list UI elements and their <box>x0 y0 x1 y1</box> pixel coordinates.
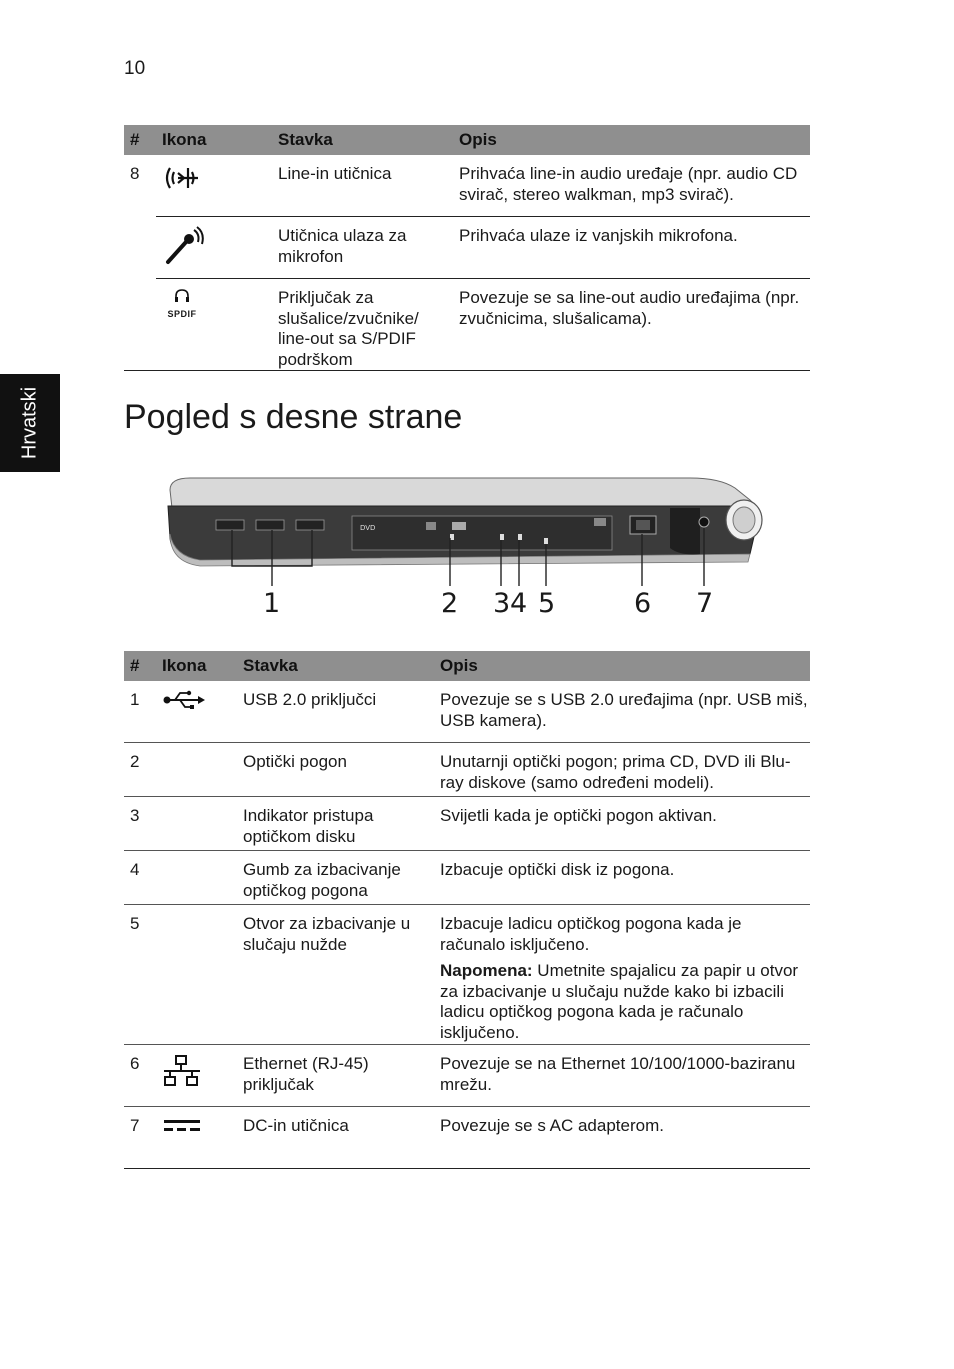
row-icon-cell <box>156 797 237 851</box>
row-icon-cell <box>156 681 237 743</box>
row-desc: Prihvaća ulaze iz vanjskih mikrofona. <box>453 217 810 279</box>
note-label: Napomena: <box>440 961 533 980</box>
headphone-spdif-icon <box>162 288 202 319</box>
svg-text:DVD: DVD <box>360 524 376 532</box>
row-icon-cell <box>156 217 272 279</box>
laptop-right-side-illustration <box>160 468 780 628</box>
row-icon-cell <box>156 155 272 217</box>
row-icon-cell <box>156 743 237 797</box>
table-header-row <box>124 125 810 155</box>
callout-3: 3 <box>493 588 511 619</box>
row-desc: Prihvaća line-in audio uređaje (npr. audio CD svirač, stereo walkman, mp3 svirač). <box>453 155 810 217</box>
section-title: Pogled s desne strane <box>124 398 463 436</box>
row-item: Priključak za slušalice/zvučnike/ line-out sa S/PDIF podrškom <box>278 288 419 369</box>
row-desc: Izbacuje optički disk iz pogona. <box>434 851 810 905</box>
dc-in-icon <box>162 1116 202 1136</box>
table-row <box>124 905 810 1045</box>
page-number: 10 <box>124 58 146 79</box>
row-num: 5 <box>124 905 156 1045</box>
row-item: Line-in utičnica <box>272 155 453 217</box>
table-row <box>124 217 810 279</box>
header-desc: Opis <box>434 651 810 681</box>
header-item: Stavka <box>237 651 434 681</box>
headphone-icon <box>174 289 190 303</box>
row-desc: Unutarnji optički pogon; prima CD, DVD ili Blu-ray diskove (samo određeni modeli). <box>434 743 810 797</box>
header-item: Stavka <box>272 125 453 155</box>
row-desc: Povezuje se sa line-out audio uređajima (npr. zvučnicima, slušalicama). <box>459 288 800 328</box>
row-item: Otvor za izbacivanje u slučaju nužde <box>237 905 434 1045</box>
usb-icon <box>162 690 206 710</box>
right-side-ports-table <box>124 651 810 1169</box>
row-item: Optički pogon <box>237 743 434 797</box>
callout-2: 2 <box>441 588 459 619</box>
table-row <box>124 797 810 851</box>
language-side-tab <box>0 374 60 472</box>
row-desc: Povezuje se s AC adapterom. <box>434 1107 810 1169</box>
row-num: 8 <box>124 155 156 371</box>
row-item: Utičnica ulaza za mikrofon <box>272 217 453 279</box>
row-desc: Povezuje se na Ethernet 10/100/1000-baziranu mrežu. <box>434 1045 810 1107</box>
row-desc-cell <box>434 905 810 1045</box>
callout-1: 1 <box>263 588 281 619</box>
callout-7: 7 <box>696 588 714 619</box>
header-icon: Ikona <box>156 125 272 155</box>
side-tab-label: Hrvatski <box>18 386 41 460</box>
header-num: # <box>124 125 156 155</box>
table-row <box>124 743 810 797</box>
row-num: 4 <box>124 851 156 905</box>
row-desc: Svijetli kada je optički pogon aktivan. <box>434 797 810 851</box>
row-icon-cell <box>156 1107 237 1169</box>
header-desc: Opis <box>453 125 810 155</box>
row-icon-cell <box>156 851 237 905</box>
header-icon: Ikona <box>156 651 237 681</box>
note-text: Umetnite spajalicu za papir u otvor za izbacivanje u slučaju nužde kako bi izbacili ladicu optičkog pogona kada je računalo isključeno. <box>440 961 799 1042</box>
table-row <box>124 279 810 371</box>
row-num: 1 <box>124 681 156 743</box>
row-icon-cell <box>156 1045 237 1107</box>
callout-6: 6 <box>634 588 652 619</box>
row-num: 6 <box>124 1045 156 1107</box>
table-row <box>124 851 810 905</box>
microphone-icon <box>162 226 206 266</box>
row-icon-cell <box>156 279 272 371</box>
line-in-icon <box>162 164 206 192</box>
row-desc: Izbacuje ladicu optičkog pogona kada je računalo isključeno. <box>440 914 742 954</box>
table-header-row <box>124 651 810 681</box>
row-item: USB 2.0 priključci <box>237 681 434 743</box>
table-row <box>124 155 810 217</box>
row-item: Gumb za izbacivanje optičkog pogona <box>237 851 434 905</box>
row-num: 7 <box>124 1107 156 1169</box>
row-desc: Povezuje se s USB 2.0 uređajima (npr. USB miš, USB kamera). <box>434 681 810 743</box>
spdif-icon-label: SPDIF <box>167 308 197 319</box>
row-item: Indikator pristupa optičkom disku <box>237 797 434 851</box>
table-row <box>124 1107 810 1169</box>
row-note <box>440 961 810 1043</box>
ethernet-icon <box>162 1054 202 1088</box>
audio-ports-table <box>124 125 810 371</box>
row-icon-cell <box>156 905 237 1045</box>
row-item: DC-in utičnica <box>237 1107 434 1169</box>
row-num: 2 <box>124 743 156 797</box>
row-item: Ethernet (RJ-45) priključak <box>237 1045 434 1107</box>
table-row <box>124 681 810 743</box>
row-num: 3 <box>124 797 156 851</box>
callout-5: 5 <box>538 588 556 619</box>
header-num: # <box>124 651 156 681</box>
table-row <box>124 1045 810 1107</box>
callout-4: 4 <box>510 588 528 619</box>
